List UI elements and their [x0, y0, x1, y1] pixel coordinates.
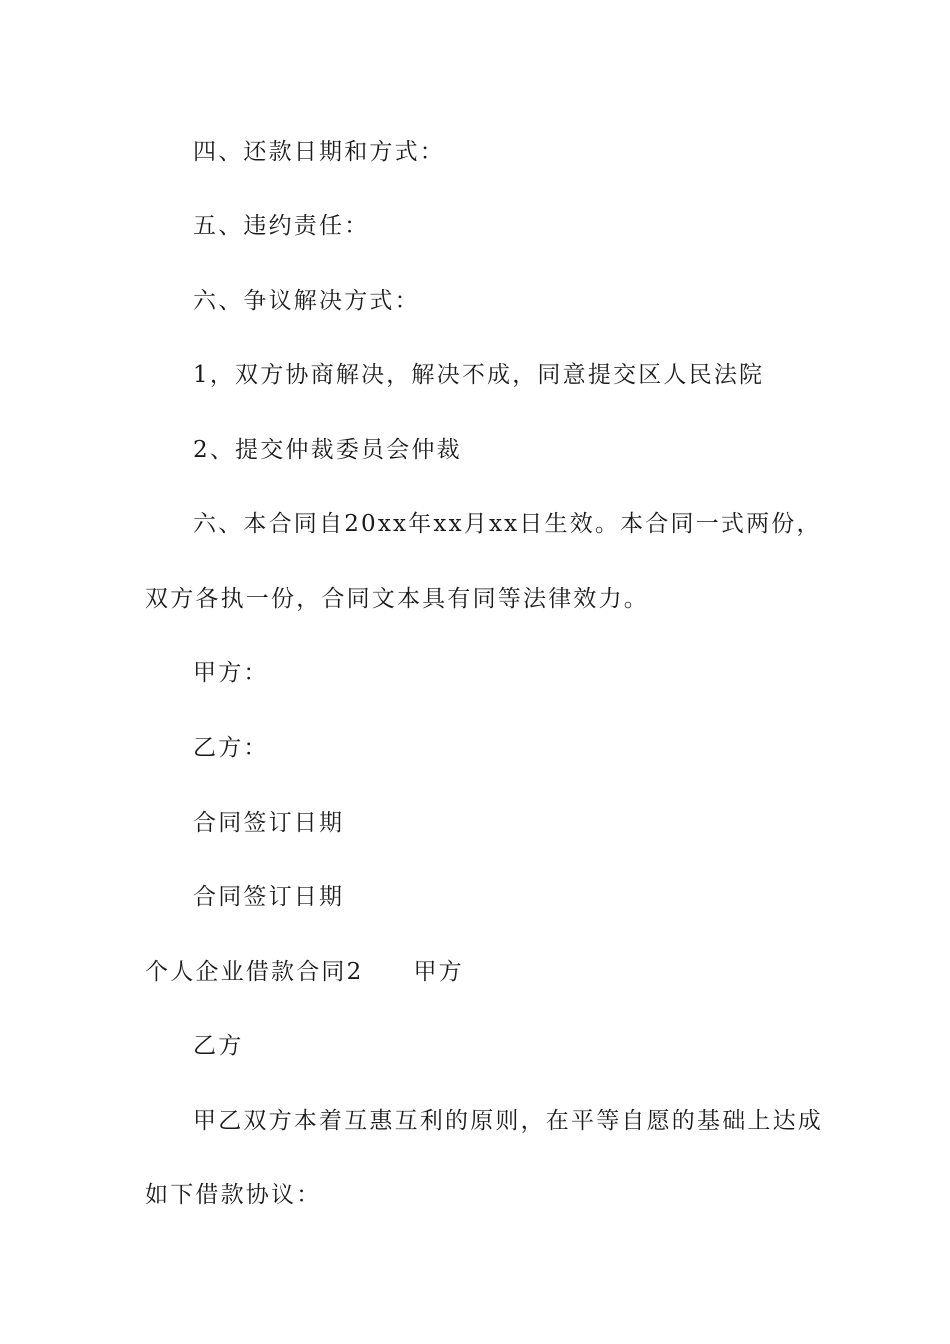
contract2-party-b: 乙方	[193, 1033, 244, 1059]
section-repayment-date-method: 四、还款日期和方式：	[193, 139, 445, 165]
contract2-heading-row	[145, 957, 464, 987]
effective-clause-line-1: 六、本合同自20xx年xx月xx日生效。本合同一式两份，	[193, 511, 822, 537]
dispute-option-1: 1，双方协商解决，解决不成，同意提交区人民法院	[193, 362, 765, 388]
section-dispute-resolution: 六、争议解决方式：	[193, 288, 420, 314]
contract2-party-a: 甲方	[413, 959, 464, 985]
effective-clause-line-2: 双方各执一份，合同文本具有同等法律效力。	[145, 586, 649, 612]
contract2-title: 个人企业借款合同2	[145, 959, 364, 985]
signing-date-1: 合同签订日期	[193, 810, 345, 836]
dispute-option-2: 2、提交仲裁委员会仲裁	[193, 437, 462, 463]
signature-party-b: 乙方：	[193, 735, 269, 761]
section-breach-liability: 五、违约责任：	[193, 213, 370, 239]
signature-party-a: 甲方：	[193, 660, 269, 686]
contract2-intro-line-2: 如下借款协议：	[145, 1182, 322, 1208]
signing-date-2: 合同签订日期	[193, 884, 345, 910]
contract2-intro-line-1: 甲乙双方本着互惠互利的原则，在平等自愿的基础上达成	[193, 1108, 823, 1134]
